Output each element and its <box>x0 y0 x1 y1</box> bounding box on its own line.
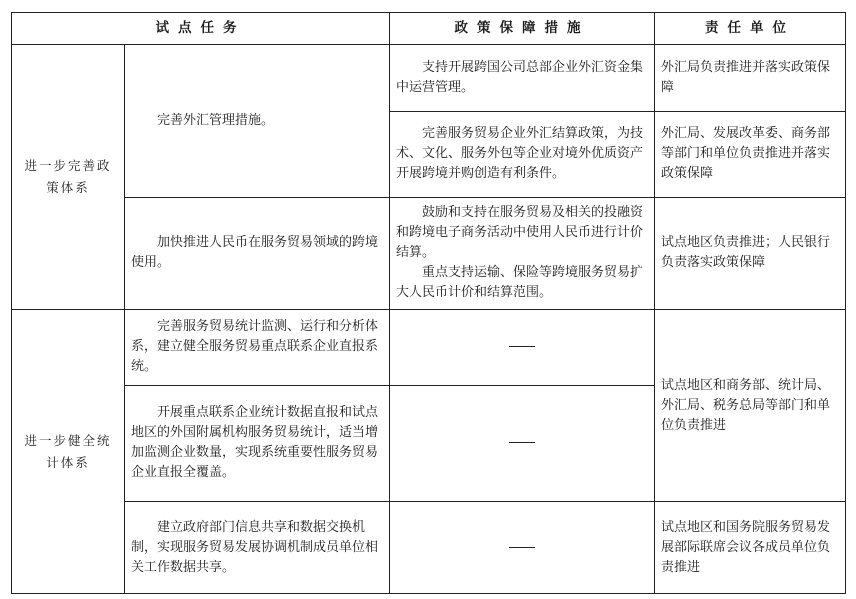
category-cell <box>12 44 125 309</box>
responsible-cell: 外汇局负责推进并落实政策保障 <box>655 44 846 111</box>
table-row <box>12 197 846 309</box>
dash-line <box>509 547 535 548</box>
task-cell: 建立政府部门信息共享和数据交换机制，实现服务贸易发展协调机制成员单位相关工作数据共享。 <box>125 502 390 594</box>
responsible-cell: 试点地区和国务院服务贸易发展部际联席会议各成员单位负责推进 <box>655 502 846 594</box>
responsible-cell: 试点地区和商务部、统计局、外汇局、税务总局等部门和单位负责推进 <box>655 310 846 502</box>
policy-paragraph: 鼓励和支持在服务贸易及相关的投融资和跨境电子商务活动中使用人民币进行计价结算。 <box>396 205 644 261</box>
policy-cell-empty <box>390 385 655 501</box>
policy-cell-empty <box>390 502 655 594</box>
table-row <box>12 310 846 386</box>
category-label: 进一步健全统计体系 <box>24 432 112 470</box>
policy-table <box>11 12 846 594</box>
table-row <box>12 44 846 111</box>
policy-cell <box>390 197 655 309</box>
table-row <box>12 502 846 594</box>
responsible-cell: 试点地区负责推进；人民银行负责落实政策保障 <box>655 197 846 309</box>
policy-paragraph: 重点支持运输、保险等跨境服务贸易扩大人民币计价和结算范围。 <box>396 265 644 301</box>
task-cell: 完善服务贸易统计监测、运行和分析体系，建立健全服务贸易重点联系企业直报系统。 <box>125 310 390 386</box>
responsible-cell: 外汇局、发展改革委、商务部等部门和单位负责推进并落实政策保障 <box>655 112 846 198</box>
category-label: 进一步完善政策体系 <box>24 157 112 195</box>
header-responsible: 责任单位 <box>655 13 846 45</box>
header-row <box>12 13 846 45</box>
header-task: 试点任务 <box>12 13 390 45</box>
header-policy: 政策保障措施 <box>390 13 655 45</box>
task-cell: 开展重点联系企业统计数据直报和试点地区的外国附属机构服务贸易统计，适当增加监测企业数量，实现系统重要性服务贸易企业直报全覆盖。 <box>125 385 390 501</box>
dash-line <box>509 346 535 347</box>
policy-cell-empty <box>390 310 655 386</box>
task-cell: 加快推进人民币在服务贸易领域的跨境使用。 <box>125 197 390 309</box>
category-cell <box>12 310 125 594</box>
policy-cell: 支持开展跨国公司总部企业外汇资金集中运营管理。 <box>390 44 655 111</box>
dash-line <box>509 442 535 443</box>
policy-cell: 完善服务贸易企业外汇结算政策，为技术、文化、服务外包等企业对境外优质资产开展跨境并购创造有利条件。 <box>390 112 655 198</box>
task-cell: 完善外汇管理措施。 <box>125 44 390 197</box>
